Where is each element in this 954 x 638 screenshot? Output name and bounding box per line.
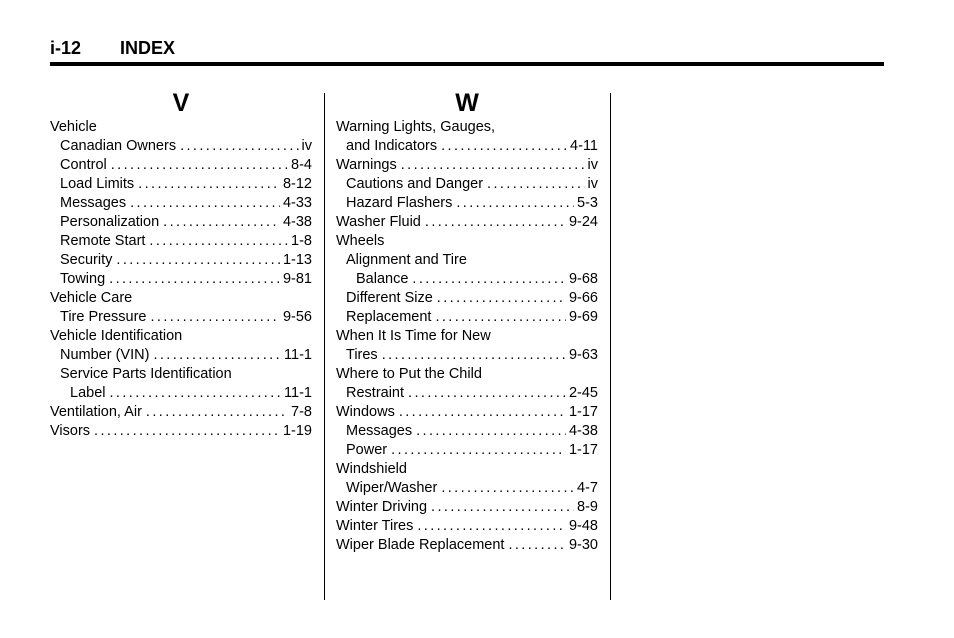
entry-term: Winter Driving xyxy=(336,499,428,515)
entry-page-ref: 9-56 xyxy=(282,309,312,325)
entry-page-ref: 11-1 xyxy=(284,347,312,363)
index-entry xyxy=(50,403,312,422)
entry-term: Load Limits xyxy=(60,176,135,192)
index-entry xyxy=(50,137,312,156)
dot-leader xyxy=(408,384,566,403)
index-entry xyxy=(336,327,598,346)
dot-leader xyxy=(130,194,280,213)
entry-page-ref: 1-13 xyxy=(282,252,312,268)
entry-page-ref: 9-63 xyxy=(568,347,598,363)
entry-page-ref: 9-66 xyxy=(568,290,598,306)
index-entry xyxy=(50,422,312,441)
entry-page-ref: 4-33 xyxy=(282,195,312,211)
entry-term: Visors xyxy=(50,423,91,439)
entry-page-ref: 5-3 xyxy=(577,195,598,211)
dot-leader xyxy=(391,441,566,460)
entry-term: Replacement xyxy=(346,309,432,325)
dot-leader xyxy=(431,498,574,517)
entry-term: Messages xyxy=(346,423,413,439)
dot-leader xyxy=(441,137,567,156)
entry-page-ref: 9-48 xyxy=(568,518,598,534)
entry-page-ref: 2-45 xyxy=(568,385,598,401)
dot-leader xyxy=(441,479,574,498)
dot-leader xyxy=(180,137,298,156)
entry-term: Hazard Flashers xyxy=(346,195,453,211)
entry-term: Cautions and Danger xyxy=(346,176,484,192)
index-entry xyxy=(50,384,312,403)
index-entry xyxy=(336,403,598,422)
dot-leader xyxy=(412,270,566,289)
section-letter-w: W xyxy=(455,89,479,117)
index-entry xyxy=(336,137,598,156)
index-entry xyxy=(50,251,312,270)
index-entry xyxy=(336,479,598,498)
index-entry xyxy=(336,270,598,289)
entry-page-ref: 1-19 xyxy=(282,423,312,439)
index-entry xyxy=(50,156,312,175)
entry-page-ref: 4-38 xyxy=(282,214,312,230)
entry-term: Messages xyxy=(60,195,127,211)
entry-page-ref: 8-12 xyxy=(282,176,312,192)
header-rule xyxy=(50,62,884,66)
index-entry xyxy=(336,251,598,270)
dot-leader xyxy=(94,422,280,441)
index-entry xyxy=(50,118,312,137)
entry-term: Vehicle xyxy=(50,119,97,135)
entry-term: Vehicle Care xyxy=(50,290,133,306)
dot-leader xyxy=(153,346,281,365)
entry-page-ref: 4-38 xyxy=(568,423,598,439)
entry-term: Tires xyxy=(346,347,378,363)
dot-leader xyxy=(150,308,279,327)
dot-leader xyxy=(109,384,281,403)
entry-page-ref: 8-4 xyxy=(291,157,312,173)
dot-leader xyxy=(149,232,288,251)
entry-term: Remote Start xyxy=(60,233,146,249)
dot-leader xyxy=(417,517,566,536)
entry-term: Winter Tires xyxy=(336,518,414,534)
entry-term: Number (VIN) xyxy=(60,347,150,363)
index-entry xyxy=(336,498,598,517)
entry-term: Wiper Blade Replacement xyxy=(336,537,505,553)
entry-term: Warning Lights, Gauges, xyxy=(336,119,496,135)
entry-term: Wheels xyxy=(336,233,385,249)
page-number: i-12 xyxy=(50,38,82,58)
entry-term: When It Is Time for New xyxy=(336,328,491,344)
index-entry xyxy=(336,365,598,384)
dot-leader xyxy=(399,403,566,422)
entry-page-ref: 7-8 xyxy=(291,404,312,420)
index-entry xyxy=(336,194,598,213)
index-entry xyxy=(336,422,598,441)
index-entry xyxy=(336,118,598,137)
dot-leader xyxy=(487,175,584,194)
index-column-w xyxy=(336,90,598,555)
dot-leader xyxy=(111,156,288,175)
index-entry xyxy=(336,175,598,194)
dot-leader xyxy=(163,213,280,232)
entry-term: Canadian Owners xyxy=(60,138,177,154)
dot-leader xyxy=(146,403,288,422)
index-entry xyxy=(50,308,312,327)
entry-term: Tire Pressure xyxy=(60,309,147,325)
index-entry xyxy=(336,384,598,403)
entry-page-ref: 1-17 xyxy=(568,404,598,420)
entry-term: Control xyxy=(60,157,107,173)
entry-term: Windshield xyxy=(336,461,407,477)
entry-term: Balance xyxy=(356,271,409,287)
index-entry xyxy=(50,194,312,213)
entry-term: Wiper/Washer xyxy=(346,480,438,496)
entry-page-ref: iv xyxy=(301,138,312,154)
index-entry xyxy=(336,441,598,460)
entry-page-ref: iv xyxy=(587,176,598,192)
entry-term: Washer Fluid xyxy=(336,214,421,230)
index-entry xyxy=(336,536,598,555)
entry-term: Where to Put the Child xyxy=(336,366,482,382)
entry-page-ref: 9-69 xyxy=(568,309,598,325)
index-entry xyxy=(50,327,312,346)
index-entry xyxy=(336,213,598,232)
index-entry xyxy=(336,346,598,365)
entry-page-ref: 9-30 xyxy=(568,537,598,553)
dot-leader xyxy=(435,308,566,327)
column-divider xyxy=(324,93,325,600)
dot-leader xyxy=(456,194,574,213)
index-entry xyxy=(50,213,312,232)
dot-leader xyxy=(138,175,280,194)
entry-term: Vehicle Identification xyxy=(50,328,183,344)
entry-term: Service Parts Identification xyxy=(60,366,232,382)
dot-leader xyxy=(437,289,566,308)
index-entry xyxy=(50,365,312,384)
entry-page-ref: 1-17 xyxy=(568,442,598,458)
index-entry xyxy=(336,308,598,327)
entry-page-ref: 4-11 xyxy=(570,138,598,154)
dot-leader xyxy=(109,270,280,289)
entry-page-ref: iv xyxy=(587,157,598,173)
column-divider xyxy=(610,93,611,600)
index-entry xyxy=(50,232,312,251)
entry-term: Label xyxy=(70,385,106,401)
entry-page-ref: 4-7 xyxy=(577,480,598,496)
dot-leader xyxy=(425,213,566,232)
entry-term: Ventilation, Air xyxy=(50,404,142,420)
index-entry xyxy=(336,232,598,251)
entry-term: Windows xyxy=(336,404,395,420)
index-entry xyxy=(336,156,598,175)
dot-leader xyxy=(401,156,585,175)
index-entry xyxy=(336,517,598,536)
index-entry xyxy=(336,289,598,308)
entry-term: Personalization xyxy=(60,214,160,230)
entry-term: Warnings xyxy=(336,157,397,173)
dot-leader xyxy=(508,536,566,555)
entry-term: Towing xyxy=(60,271,106,287)
entry-term: Restraint xyxy=(346,385,405,401)
section-letter-v: V xyxy=(172,89,190,117)
index-entry xyxy=(50,270,312,289)
index-entry xyxy=(50,289,312,308)
dot-leader xyxy=(382,346,566,365)
entry-page-ref: 11-1 xyxy=(284,385,312,401)
index-entry xyxy=(336,460,598,479)
index-entry xyxy=(50,175,312,194)
entry-page-ref: 1-8 xyxy=(291,233,312,249)
entry-term: Security xyxy=(60,252,113,268)
page-title: INDEX xyxy=(120,38,176,58)
entry-page-ref: 9-68 xyxy=(568,271,598,287)
entry-page-ref: 8-9 xyxy=(577,499,598,515)
entry-page-ref: 9-24 xyxy=(568,214,598,230)
entry-term: Alignment and Tire xyxy=(346,252,467,268)
dot-leader xyxy=(116,251,280,270)
index-column-v xyxy=(50,90,312,441)
dot-leader xyxy=(416,422,566,441)
page-header xyxy=(50,38,884,68)
index-entry xyxy=(50,346,312,365)
entry-term: Power xyxy=(346,442,388,458)
entry-term: Different Size xyxy=(346,290,433,306)
entry-term: and Indicators xyxy=(346,138,438,154)
entry-page-ref: 9-81 xyxy=(282,271,312,287)
